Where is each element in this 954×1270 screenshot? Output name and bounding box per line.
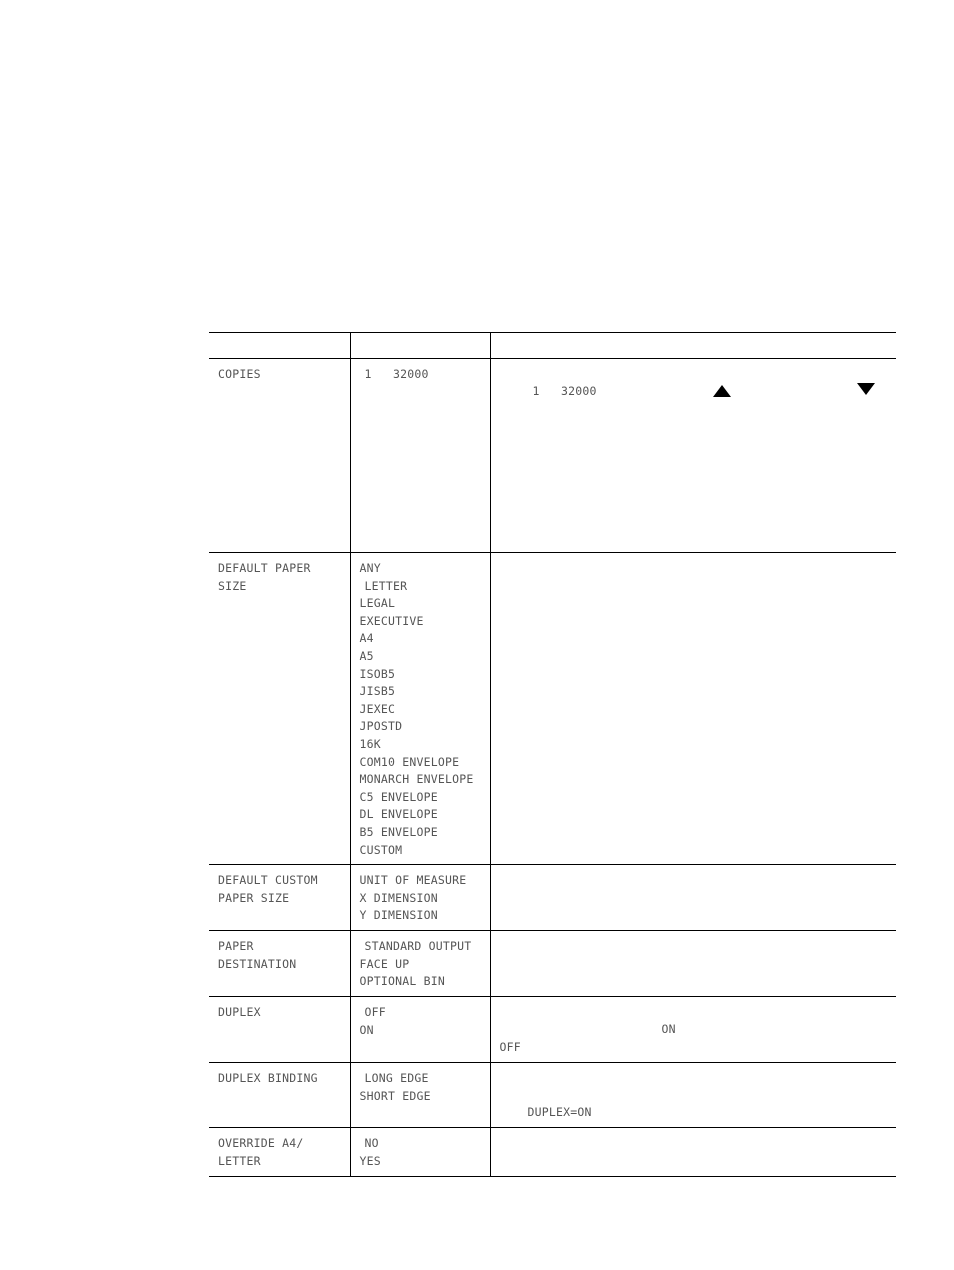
values-cell	[350, 997, 490, 1063]
item-label-line: PAPER	[218, 939, 254, 953]
description-cell	[490, 553, 896, 865]
item-label-line: PAPER SIZE	[218, 890, 290, 905]
item-cell	[209, 931, 350, 997]
values-cell	[350, 553, 490, 865]
value-option: JPOSTD	[359, 719, 403, 734]
value-option: CUSTOM	[359, 842, 403, 857]
value-option: JEXEC	[359, 701, 396, 716]
item-label-line: DESTINATION	[218, 956, 297, 971]
item-label-line: OVERRIDE A4/	[218, 1136, 304, 1150]
value-option: A5	[359, 648, 374, 663]
table-header-row	[209, 333, 896, 359]
item-cell	[209, 997, 350, 1063]
item-label-line: DEFAULT PAPER	[218, 561, 311, 575]
values-cell	[350, 865, 490, 931]
down-arrow-icon	[857, 383, 875, 395]
values-cell	[350, 1063, 490, 1128]
value-option: MONARCH ENVELOPE	[359, 772, 474, 787]
copies-range-text: 1 32000	[532, 384, 597, 398]
value-option: JISB5	[359, 684, 396, 699]
value-option: B5 ENVELOPE	[359, 824, 438, 839]
value-option: OPTIONAL BIN	[359, 974, 445, 989]
table-row-override-a4-letter	[209, 1128, 896, 1177]
description-cell	[490, 359, 896, 553]
value-option: A4	[359, 631, 374, 646]
value-option: FACE UP	[359, 956, 410, 971]
value-option: C5 ENVELOPE	[359, 789, 438, 804]
duplex-on-condition-text: DUPLEX=ON	[527, 1105, 592, 1119]
header-cell-item	[209, 333, 350, 359]
table-row-default-paper-size	[209, 553, 896, 865]
header-cell-values	[350, 333, 490, 359]
item-cell	[209, 359, 350, 553]
duplex-on-text: ON	[661, 1022, 676, 1036]
description-cell	[490, 997, 896, 1063]
description-cell	[490, 1063, 896, 1128]
value-option-default: STANDARD OUTPUT	[364, 939, 472, 953]
table-row-copies	[209, 359, 896, 553]
item-cell	[209, 865, 350, 931]
value-option-default: OFF	[364, 1005, 386, 1019]
item-cell	[209, 1063, 350, 1128]
table-row-default-custom-paper-size	[209, 865, 896, 931]
values-cell	[350, 1128, 490, 1177]
item-label: DUPLEX BINDING	[218, 1071, 318, 1085]
item-cell	[209, 1128, 350, 1177]
item-label: COPIES	[218, 367, 261, 381]
description-cell	[490, 865, 896, 931]
value-option: LEGAL	[359, 596, 396, 611]
value-option: X DIMENSION	[359, 890, 438, 905]
value-option: Y DIMENSION	[359, 908, 438, 923]
item-label: DUPLEX	[218, 1005, 261, 1019]
value-option: DL ENVELOPE	[359, 807, 438, 822]
value-option-default: LONG EDGE	[364, 1071, 429, 1085]
value-option: COM10 ENVELOPE	[359, 754, 460, 769]
value-option: ON	[359, 1022, 374, 1037]
value-option-default: NO	[364, 1136, 379, 1150]
header-cell-description	[490, 333, 896, 359]
table-row-duplex-binding	[209, 1063, 896, 1128]
item-label-line: LETTER	[218, 1153, 261, 1168]
value-option: ANY	[359, 561, 381, 575]
description-cell	[490, 1128, 896, 1177]
up-arrow-icon	[713, 385, 731, 397]
item-label-line: DEFAULT CUSTOM	[218, 873, 318, 887]
item-label-line: SIZE	[218, 578, 247, 593]
value-option: SHORT EDGE	[359, 1088, 431, 1103]
values-cell	[350, 931, 490, 997]
values-cell	[350, 359, 490, 553]
description-cell	[490, 931, 896, 997]
menu-items-table	[209, 332, 896, 1177]
value-option: YES	[359, 1153, 381, 1168]
duplex-off-text: OFF	[499, 1040, 521, 1054]
value-option: ISOB5	[359, 666, 396, 681]
value-option: 16K	[359, 736, 381, 751]
value-option: UNIT OF MEASURE	[359, 873, 467, 887]
table-row-duplex	[209, 997, 896, 1063]
item-cell	[209, 553, 350, 865]
table-row-paper-destination	[209, 931, 896, 997]
value-range: 1 32000	[364, 367, 429, 381]
value-option: EXECUTIVE	[359, 613, 424, 628]
value-option-default: LETTER	[364, 578, 408, 593]
